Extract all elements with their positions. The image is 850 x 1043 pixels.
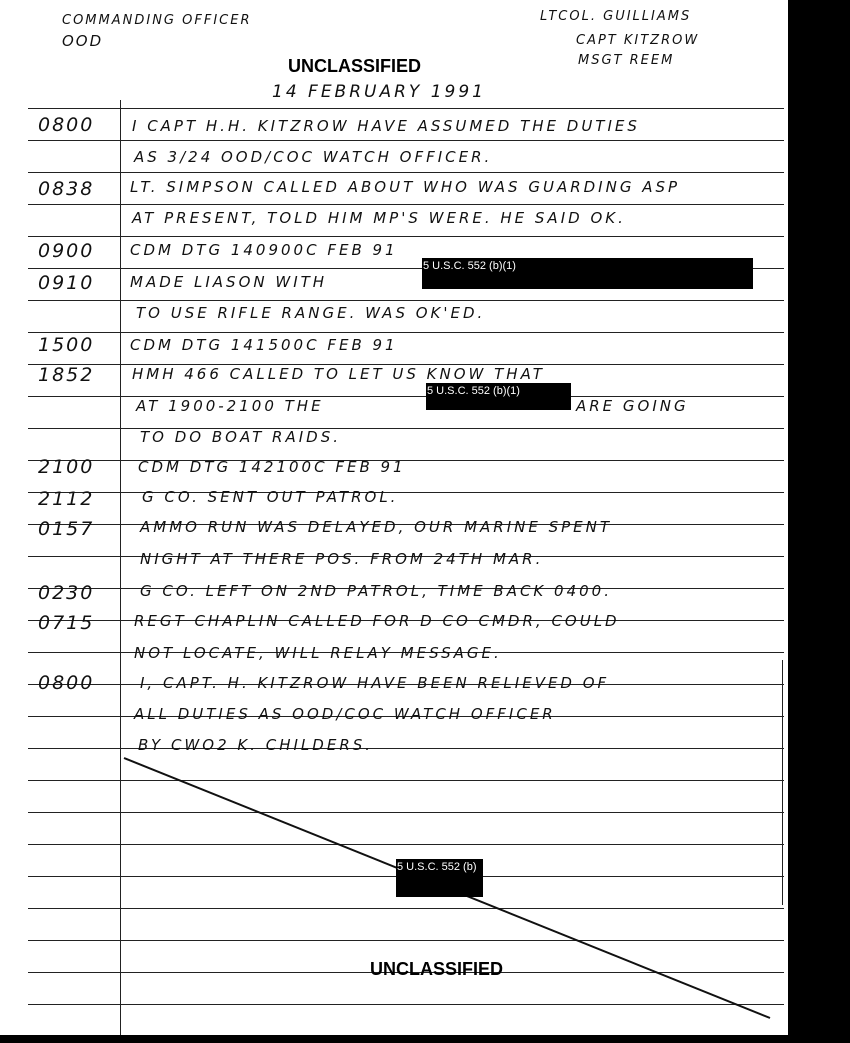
log-time: 0800 (38, 114, 95, 136)
log-entry-line: AT PRESENT, TOLD HIM MP'S WERE. HE SAID OK. (132, 209, 626, 227)
log-entry-line: REGT CHAPLIN CALLED FOR D CO CMDR, COULD (134, 612, 620, 630)
log-time: 0900 (38, 240, 95, 262)
log-time: 2112 (38, 488, 95, 510)
log-entry-line: NIGHT AT THERE POS. FROM 24TH MAR. (140, 550, 544, 568)
log-time: 0910 (38, 272, 95, 294)
log-entry-line: CDM DTG 141500C FEB 91 (130, 336, 398, 354)
log-entry-line: CDM DTG 140900C FEB 91 (130, 241, 398, 259)
log-time: 2100 (38, 456, 95, 478)
classification-bottom: UNCLASSIFIED (370, 959, 504, 979)
log-time: 0157 (38, 518, 95, 540)
routing-ltcol: LTCOL. GUILLIAMS (540, 9, 692, 24)
log-entry-line: MADE LIASON WITH (130, 273, 328, 291)
classification-top: UNCLASSIFIED (288, 56, 422, 76)
routing-msgt: MSGT REEM (578, 53, 675, 68)
log-entry-line: AT 1900-2100 THE (136, 397, 324, 415)
log-entry-line: LT. SIMPSON CALLED ABOUT WHO WAS GUARDING ASP (130, 178, 681, 196)
log-entry-line: G CO. SENT OUT PATROL. (142, 488, 399, 506)
log-time: 0715 (38, 612, 95, 634)
redaction-box: 5 U.S.C. 552 (b)(1) (422, 258, 753, 289)
log-time: 0230 (38, 582, 95, 604)
log-time: 0800 (38, 672, 95, 694)
log-entry-line: AS 3/24 OOD/COC WATCH OFFICER. (134, 148, 493, 166)
log-date: 14 FEBRUARY 1991 (272, 82, 486, 102)
log-time: 0838 (38, 178, 95, 200)
addressee-commanding-officer: COMMANDING OFFICER (62, 13, 252, 28)
log-entry-line: TO DO BOAT RAIDS. (140, 428, 342, 446)
routing-capt: CAPT KITZROW (576, 33, 700, 48)
log-entry-line: AMMO RUN WAS DELAYED, OUR MARINE SPENT (140, 518, 613, 536)
log-entry-line: ALL DUTIES AS OOD/COC WATCH OFFICER (134, 705, 556, 723)
log-entry-line: NOT LOCATE, WILL RELAY MESSAGE. (134, 644, 502, 662)
log-time: 1500 (38, 334, 95, 356)
log-entry-line: TO USE RIFLE RANGE. WAS OK'ED. (136, 304, 486, 322)
redaction-box: 5 U.S.C. 552 (b)(1) (426, 383, 571, 410)
log-entry-line: G CO. LEFT ON 2ND PATROL, TIME BACK 0400. (140, 582, 612, 600)
log-entry-line: I CAPT H.H. KITZROW HAVE ASSUMED THE DUTIES (132, 117, 640, 135)
log-entry-line: I, CAPT. H. KITZROW HAVE BEEN RELIEVED OF (140, 674, 610, 692)
log-entry-line: HMH 466 CALLED TO LET US KNOW THAT (132, 365, 545, 383)
log-entry-line: ARE GOING (576, 397, 689, 415)
log-time: 1852 (38, 364, 95, 386)
log-entry-line: BY CWO2 K. CHILDERS. (138, 736, 374, 754)
redaction-box: 5 U.S.C. 552 (b) (396, 859, 483, 897)
addressee-ood: OOD (62, 32, 104, 50)
log-entry-line: CDM DTG 142100C FEB 91 (138, 458, 406, 476)
